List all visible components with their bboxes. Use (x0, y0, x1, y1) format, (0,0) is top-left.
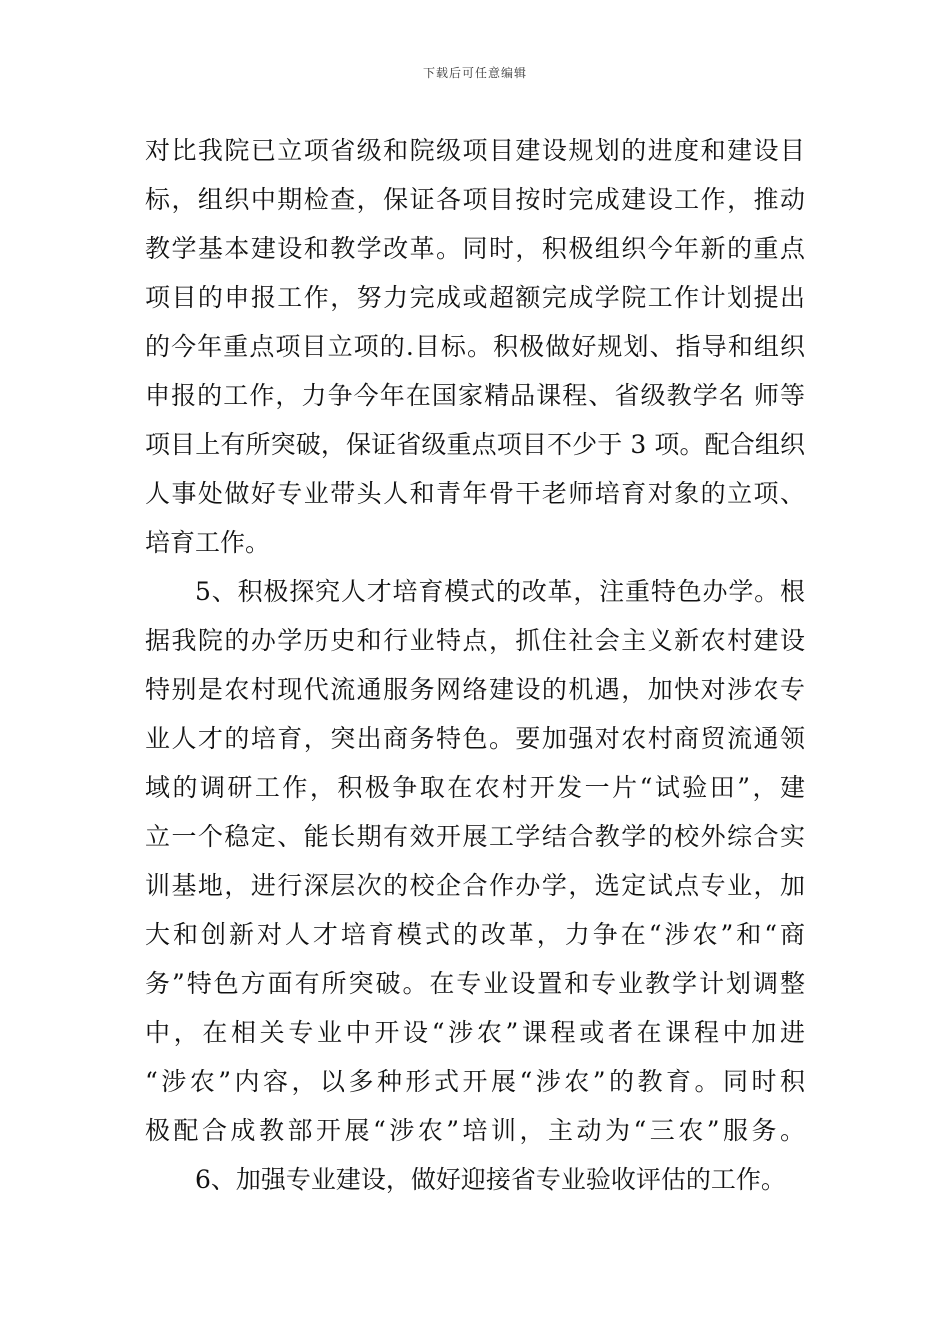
text-line-15: 立一个稳定、能长期有效开展工学结合教学的校外综合实 (145, 822, 805, 851)
text-line-9: 培育工作。 (145, 528, 271, 557)
text-line-6: 申报的工作，力争今年在国家精品课程、省级教学名 师等 (145, 381, 805, 410)
text-line-17: 大和创新对人才培育模式的改革，力争在“涉农”和“商 (145, 920, 805, 949)
text-line-7: 项目上有所突破，保证省级重点项目不少于 3 项。配合组织 (145, 430, 805, 459)
document-body (145, 126, 805, 1204)
text-line-11: 据我院的办学历史和行业特点，抓住社会主义新农村建设 (145, 626, 805, 655)
text-line-8: 人事处做好专业带头人和青年骨干老师培育对象的立项、 (145, 479, 805, 508)
paragraph-6-start: 6、加强专业建设，做好迎接省专业验收评估的工作。 (195, 1165, 786, 1194)
text-line-21: 极配合成教部开展“涉农”培训，主动为“三农”服务。 (145, 1116, 805, 1145)
text-line-3: 教学基本建设和教学改革。同时，积极组织今年新的重点 (145, 234, 805, 263)
text-line-5: 的今年重点项目立项的.目标。积极做好规划、指导和组织 (145, 332, 805, 361)
text-line-14: 域的调研工作，积极争取在农村开发一片“试验田”，建 (145, 773, 805, 802)
text-line-1: 对比我院已立项省级和院级项目建设规划的进度和建设目 (145, 136, 805, 165)
text-line-20: “涉农”内容，以多种形式开展“涉农”的教育。同时积 (145, 1067, 805, 1096)
text-line-18: 务”特色方面有所突破。在专业设置和专业教学计划调整 (145, 969, 805, 998)
paragraph-5-start: 5、积极探究人才培育模式的改革，注重特色办学。根 (195, 577, 805, 606)
text-line-16: 训基地，进行深层次的校企合作办学，选定试点专业，加 (145, 871, 805, 900)
text-line-12: 特别是农村现代流通服务网络建设的机遇，加快对涉农专 (145, 675, 805, 704)
text-line-4: 项目的申报工作，努力完成或超额完成学院工作计划提出 (145, 283, 805, 312)
text-line-19: 中，在相关专业中开设“涉农”课程或者在课程中加进 (145, 1018, 805, 1047)
header-note: 下载后可任意编辑 (422, 66, 527, 80)
text-line-13: 业人才的培育，突出商务特色。要加强对农村商贸流通领 (145, 724, 805, 753)
text-line-2: 标，组织中期检查，保证各项目按时完成建设工作，推动 (145, 185, 805, 214)
